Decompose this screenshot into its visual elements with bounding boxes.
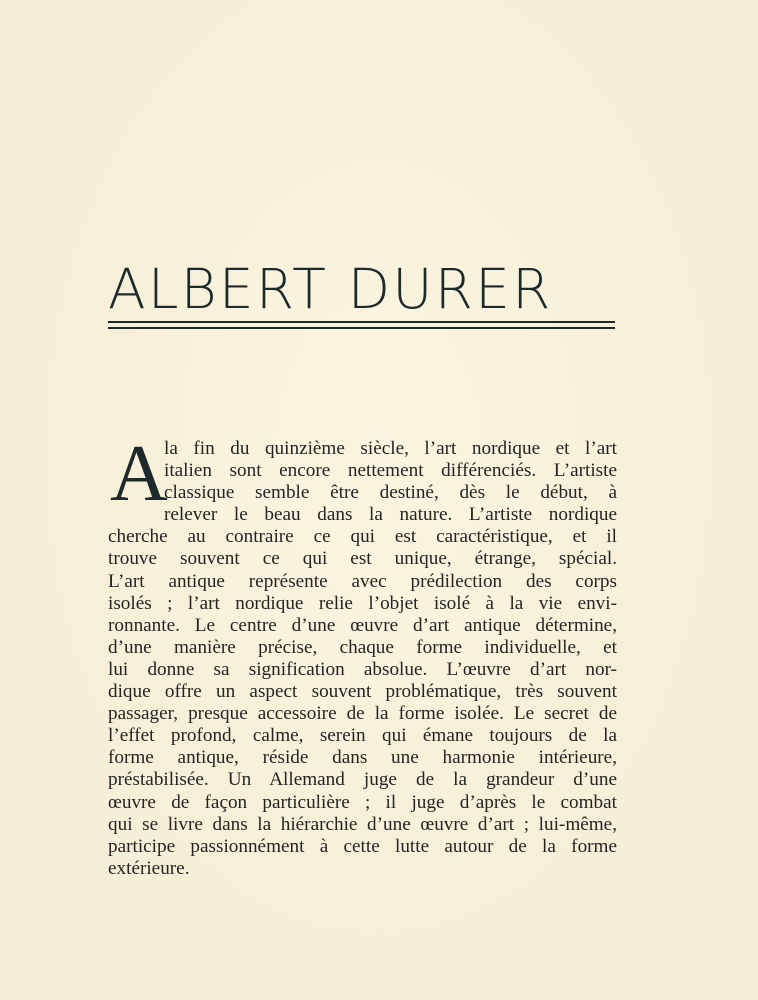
- page-title: ALBERT DURER: [108, 257, 553, 321]
- text-line: isolés ; l’art nordique relie l’objet isolé à la vie envi-: [108, 592, 617, 614]
- text-line: cherche au contraire ce qui est caractéristique, et il: [108, 526, 617, 548]
- title-rule-upper: [108, 321, 615, 323]
- text-line: la fin du quinzième siècle, l’art nordique et l’art: [164, 438, 617, 459]
- text-line: participe passionnément à cette lutte autour de la forme: [108, 835, 617, 857]
- text-line: dique offre un aspect souvent problématique, très souvent: [108, 681, 617, 703]
- text-line: italien sont encore nettement différenciés. L’artiste: [164, 460, 617, 482]
- text-line: œuvre de façon particulière ; il juge d’après le combat: [108, 791, 617, 813]
- text-line: passager, presque accessoire de la forme isolée. Le secret de: [108, 703, 617, 725]
- text-line: extérieure.: [108, 857, 190, 879]
- text-line: trouve souvent ce qui est unique, étrange, spécial.: [108, 548, 617, 570]
- title-rule-lower: [108, 327, 615, 329]
- text-line: L’art antique représente avec prédilection des corps: [108, 570, 617, 592]
- text-line: classique semble être destiné, dès le début, à: [164, 482, 617, 504]
- drop-cap-letter: A: [110, 430, 168, 518]
- text-line: l’effet profond, calme, serein qui émane toujours de la: [108, 725, 617, 747]
- text-line: ronnante. Le centre d’une œuvre d’art antique détermine,: [108, 614, 617, 636]
- text-line: relever le beau dans la nature. L’artiste nordique: [164, 504, 617, 526]
- text-line: préstabilisée. Un Allemand juge de la grandeur d’une: [108, 769, 617, 791]
- text-line: qui se livre dans la hiérarchie d’une œuvre d’art ; lui-même,: [108, 813, 617, 835]
- text-line: d’une manière précise, chaque forme individuelle, et: [108, 636, 617, 658]
- text-line: forme antique, réside dans une harmonie intérieure,: [108, 747, 617, 769]
- text-line: lui donne sa signification absolue. L’œuvre d’art nor-: [108, 658, 617, 680]
- body-paragraph: [108, 438, 617, 880]
